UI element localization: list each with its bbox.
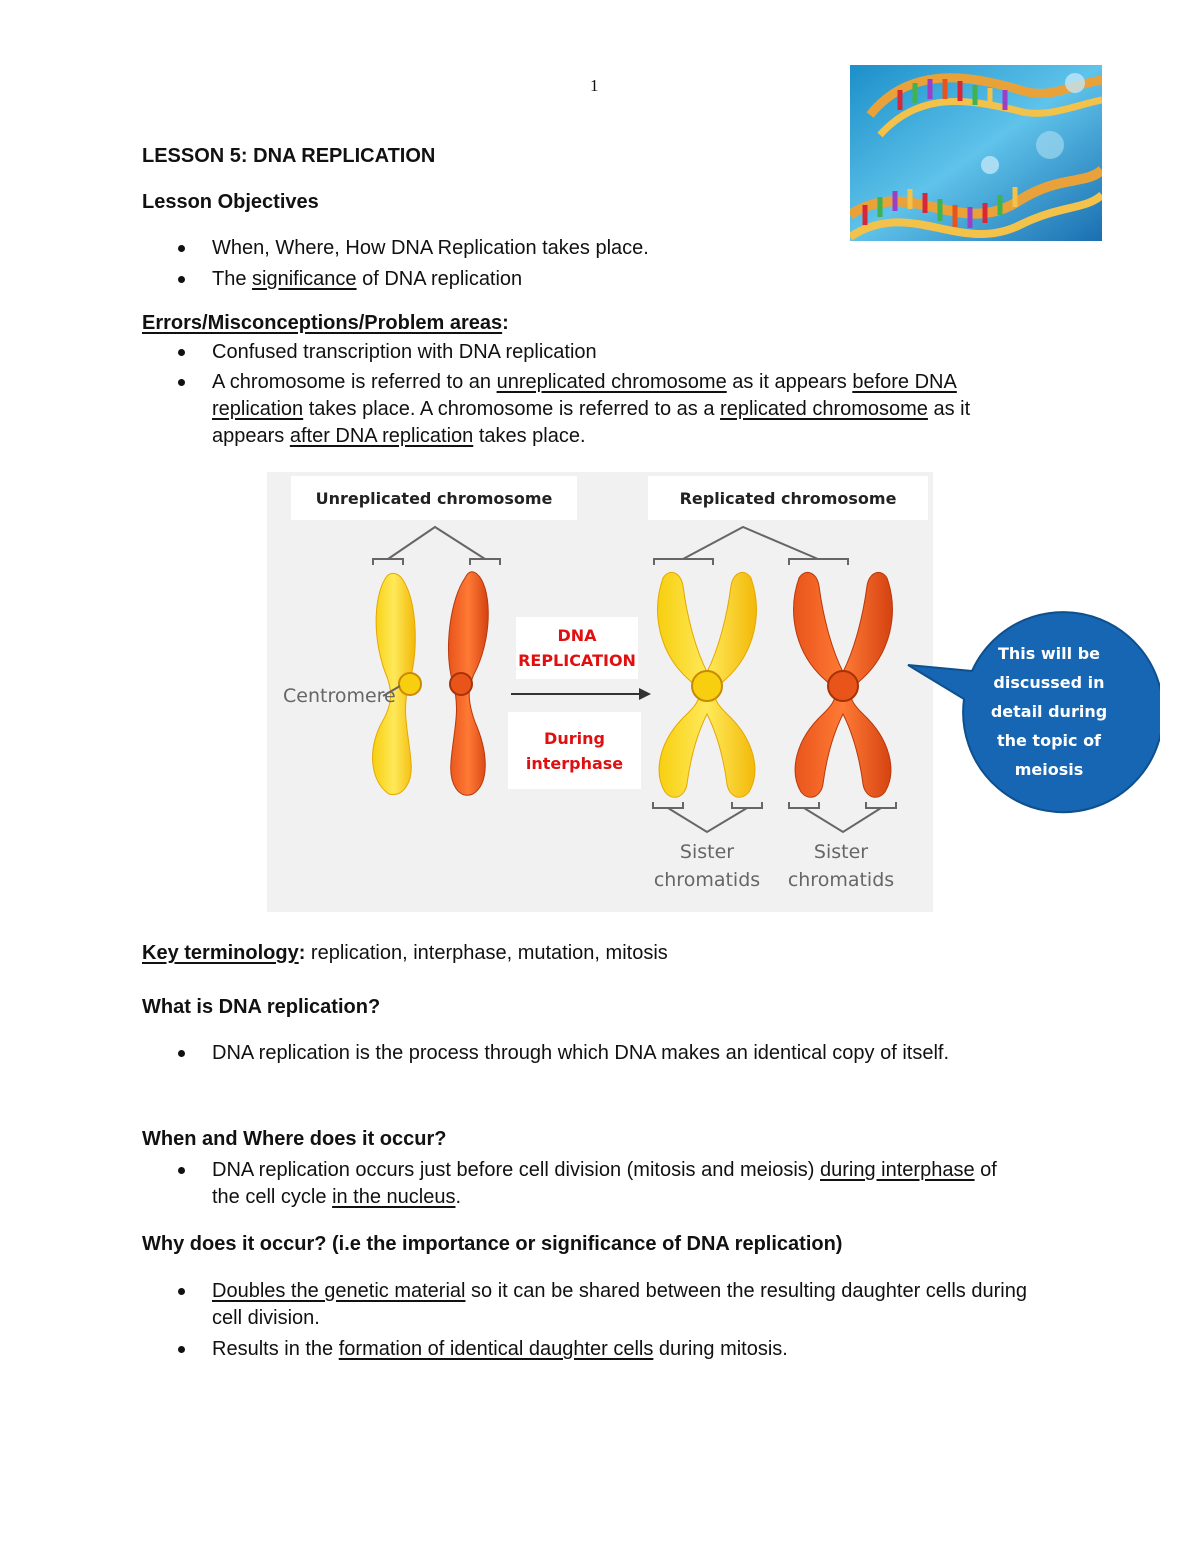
list-item <box>142 235 1022 262</box>
dna-illustration <box>850 65 1102 241</box>
objective-text: When, Where, How DNA Replication takes place. <box>212 237 649 259</box>
errors-list <box>142 339 1062 450</box>
when-list <box>142 1157 1037 1211</box>
lesson-title: LESSON 5: DNA REPLICATION <box>142 145 436 167</box>
what-heading: What is DNA replication? <box>142 996 381 1018</box>
callout-line: meiosis <box>1014 760 1084 779</box>
why-text: so it can be shared between the resulting daughter cells during cell division. <box>212 1280 1027 1329</box>
when-text: DNA replication occurs just before cell division (mitosis and meiosis) <box>212 1159 821 1181</box>
callout-line: the topic of <box>996 731 1102 750</box>
objectives-heading: Lesson Objectives <box>142 191 319 213</box>
error-underlined: unreplicated chromosome <box>496 371 727 393</box>
error-underlined: after DNA replication <box>289 425 474 447</box>
list-item <box>142 1157 1037 1211</box>
page-number: 1 <box>590 76 599 95</box>
error-text: as it appears <box>726 371 853 393</box>
during-line-2: interphase <box>525 753 624 773</box>
key-terminology-text: replication, interphase, mutation, mitosis <box>305 942 668 964</box>
list-item <box>142 1040 1037 1067</box>
when-underlined: during interphase <box>820 1159 975 1181</box>
list-item <box>142 1278 1062 1332</box>
list-item <box>142 1336 1062 1363</box>
sister-word: Sister <box>813 841 869 863</box>
callout-line: detail during <box>990 702 1108 721</box>
meiosis-callout-text <box>975 639 1123 784</box>
sister-word: Sister <box>679 841 735 863</box>
label-during-interphase <box>508 712 641 789</box>
error-text: takes place. <box>473 425 586 447</box>
why-heading: Why does it occur? (i.e the importance or significance of DNA replication) <box>142 1233 843 1255</box>
dna-replication-line-2: REPLICATION <box>518 651 636 670</box>
during-line-1: During <box>544 728 605 748</box>
when-text: of the cell cycle <box>212 1159 997 1208</box>
label-unreplicated <box>291 476 577 520</box>
chromatids-word: chromatids <box>787 869 895 891</box>
chromosome-figure <box>267 472 933 912</box>
label-unreplicated-text: Unreplicated chromosome <box>315 488 553 508</box>
errors-heading-text: Errors/Misconceptions/Problem areas <box>142 312 503 334</box>
objective-underlined: significance <box>252 268 357 290</box>
callout-line: This will be <box>998 644 1100 663</box>
objective-text: The <box>212 268 253 290</box>
label-sister-chromatids-2 <box>777 838 905 894</box>
list-item <box>142 266 1022 293</box>
error-text: A chromosome is referred to an <box>212 371 497 393</box>
meiosis-callout <box>900 605 1160 845</box>
why-text: during mitosis. <box>653 1338 788 1360</box>
dna-replication-line-1: DNA <box>557 626 597 645</box>
label-replicated <box>648 476 928 520</box>
label-dna-replication <box>516 617 638 679</box>
why-underlined: formation of identical daughter cells <box>338 1338 654 1360</box>
what-list <box>142 1040 1037 1067</box>
errors-heading-colon: : <box>502 312 509 334</box>
objective-text: of DNA replication <box>356 268 523 290</box>
when-heading: When and Where does it occur? <box>142 1128 447 1150</box>
when-underlined: in the nucleus <box>332 1186 456 1208</box>
list-item <box>142 339 1062 366</box>
chromatids-word: chromatids <box>653 869 761 891</box>
label-replicated-text: Replicated chromosome <box>679 488 897 508</box>
list-item <box>142 369 1062 450</box>
error-text: Confused transcription with DNA replication <box>212 341 597 363</box>
callout-line: discussed in <box>993 673 1105 692</box>
errors-heading <box>142 312 509 335</box>
label-centromere: Centromere <box>283 685 396 707</box>
key-terminology-heading: Key terminology <box>142 942 299 964</box>
when-text: . <box>455 1186 462 1208</box>
why-underlined: Doubles the genetic material <box>212 1280 466 1302</box>
objectives-list <box>142 235 1022 293</box>
key-terminology <box>142 940 668 967</box>
error-underlined: replicated chromosome <box>720 398 928 420</box>
why-text: Results in the <box>212 1338 339 1360</box>
why-list <box>142 1278 1062 1363</box>
what-text: DNA replication is the process through which DNA makes an identical copy of itself. <box>212 1042 950 1064</box>
error-text: takes place. A chromosome is referred to as a <box>303 398 721 420</box>
error-text: as it appears <box>212 398 971 447</box>
key-terminology-colon: : <box>298 942 306 964</box>
error-underlined: before DNA replication <box>212 371 957 420</box>
label-sister-chromatids-1 <box>643 838 771 894</box>
